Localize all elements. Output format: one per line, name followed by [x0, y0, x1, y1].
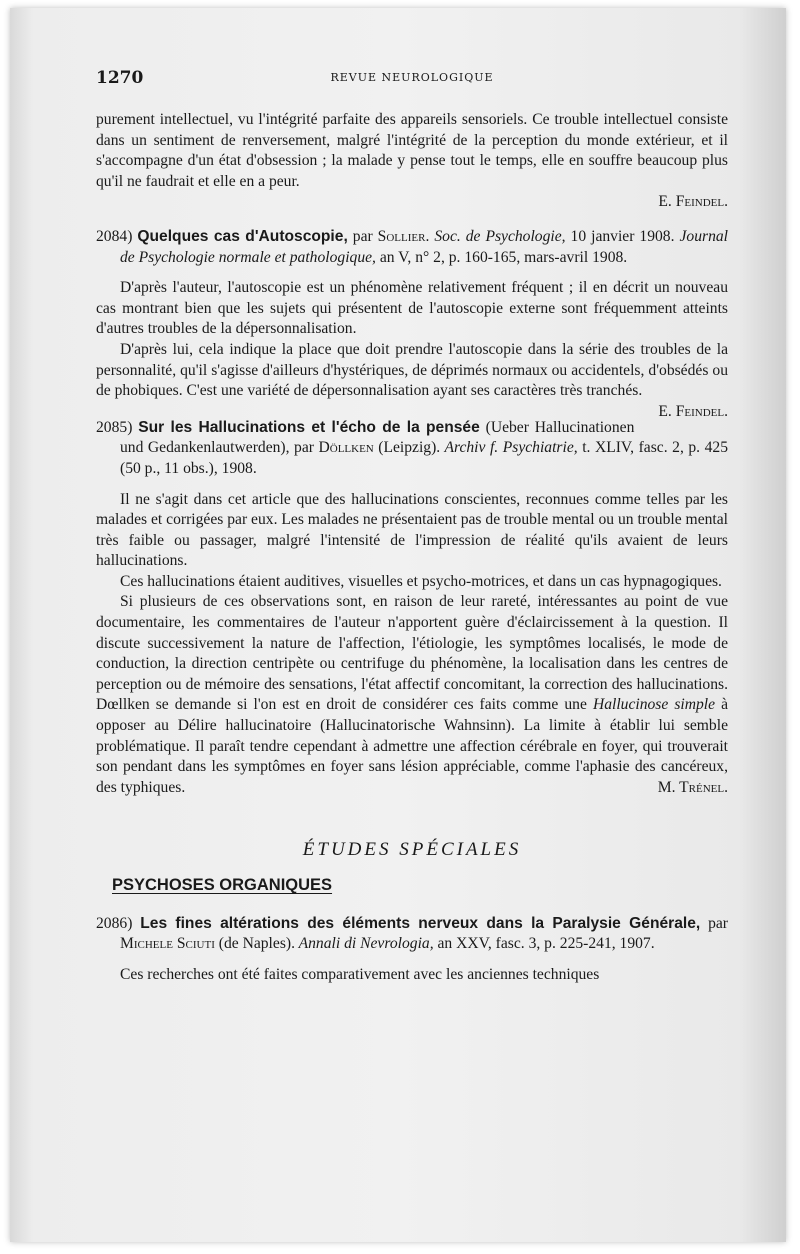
entry-title: Sur les Hallucinations et l'écho de la pensée [138, 418, 480, 436]
abstract-paragraph: Ces recherches ont été faites comparativement avec les anciennes techniques [120, 965, 600, 983]
section-title: ÉTUDES SPÉCIALES [302, 839, 522, 861]
abstract-paragraph: Il ne s'agit dans cet article que des hallucinations conscientes, reconnues comme telles par les malades et corrigées par eux. Les malades ne présentaient pas de trouble mental ou un trouble mental très faible ou passager, malgré l'intensité de l'impression de réalité qu'ils avaient de leurs hallucinations. [96, 490, 728, 570]
entry-title: Quelques cas d'Autoscopie, [137, 227, 348, 245]
entry-journal: Annali di Nevrologia, [294, 935, 434, 953]
running-head [96, 68, 728, 88]
page-body [96, 110, 728, 985]
signature: E. Feindel. [658, 402, 728, 420]
entry-number: 2086) [96, 914, 133, 932]
entry-title: Les fines altérations des éléments nerveux dans la Paralysie Générale, [140, 914, 701, 932]
abstract-paragraph: Si plusieurs de ces observations sont, en raison de leur rareté, intéressantes au point de vue documentaire, les commentaires de l'auteur n'apportent guère d'éclaircissement à la question. Il discute successivement la nature de l'affection, l'étiologie, les symptômes localisés, le mode de conduction, la direction centripète ou centrifuge du phénomène, la localisation dans les centres de perception ou de mémoire des sensations, l'état affectif concomitant, la correction des hallucinations. Dœllken se demande si l'on est en droit de considérer ces faits comme une Hallucinose simple à opposer au Délire hallucinatoire (Hallucinatorische Wahnsinn). La limite à établir lui semble problématique. Il paraît tendre cependant à admettre une affection cérébrale en foyer, qui trouverait son pendant dans les symptômes en foyer sans lésion appréciable, comme l'aphasie des cancéreux, des typhiques. M. Trénel. [96, 592, 728, 798]
signature: M. Trénel. [657, 778, 728, 796]
signature: E. Feindel. [658, 193, 728, 211]
subsection-title: PSYCHOSES ORGANIQUES [112, 876, 333, 894]
entry-author: Michele Sciuti [120, 935, 215, 953]
entry-author: Sollier. [377, 227, 430, 245]
entry-number: 2085) [96, 418, 133, 436]
abstract-heading-2084: 2084) Quelques cas d'Autoscopie, par Sollier. Soc. de Psychologie, 10 janvier 1908. Journal de Psychologie normale et pathologique, an V, n° 2, p. 160-165, mars-avril 1908. [96, 227, 728, 266]
abstract-paragraph: Ces hallucinations étaient auditives, visuelles et psycho-motrices, et dans un cas hypnagogiques. [120, 572, 722, 590]
abstract-heading-2086: 2086) Les fines altérations des éléments nerveux dans la Paralysie Générale, par Michele Sciuti (de Naples). Annali di Nevrologia, an XXV, fasc. 3, p. 225-241, 1907. [96, 914, 728, 953]
abstract-paragraph: D'après lui, cela indique la place que doit prendre l'autoscopie dans la série des troubles de la personnalité, qu'il s'agisse d'ailleurs d'hystériques, de déprimés normaux ou accidentels, d'obsédés ou de phobiques. C'est une variété de dépersonnalisation ayant ses caractères très tranchés. E. Feindel. [96, 340, 728, 402]
entry-author: Döllken [318, 439, 374, 457]
page-number: 1270 [96, 68, 144, 88]
abstract-heading-2085: 2085) Sur les Hallucinations et l'écho de la pensée (Ueber Hallucinationen und Gedankenlautwerden), par Döllken (Leipzig). Archiv f. Psychiatrie, t. XLIV, fasc. 2, p. 425 (50 p., 11 obs.), 1908. [96, 418, 728, 477]
entry-journal: Archiv f. Psychiatrie, [440, 439, 578, 457]
entry-number: 2084) [96, 227, 133, 245]
abstract-paragraph: D'après l'auteur, l'autoscopie est un phénomène relativement fréquent ; il en décrit un nouveau cas montrant bien que les sujets qui présentent de l'autoscopie externe sont fréquemment atteints d'autres troubles de la dépersonnalisation. [96, 279, 728, 338]
intro-paragraph: purement intellectuel, vu l'intégrité parfaite des appareils sensoriels. Ce trouble intellectuel consiste dans un sentiment de renversement, malgré l'intégrité de la perception du monde extérieur, et il s'accompagne d'un état d'obsession ; la malade y pense tout le temps, elle en souffre beaucoup plus qu'il ne faudrait et elle en a peur. [96, 111, 728, 190]
journal-title: REVUE NEUROLOGIQUE [330, 71, 494, 84]
entry-journal: Journal de Psychologie normale et pathologique, [120, 227, 728, 266]
